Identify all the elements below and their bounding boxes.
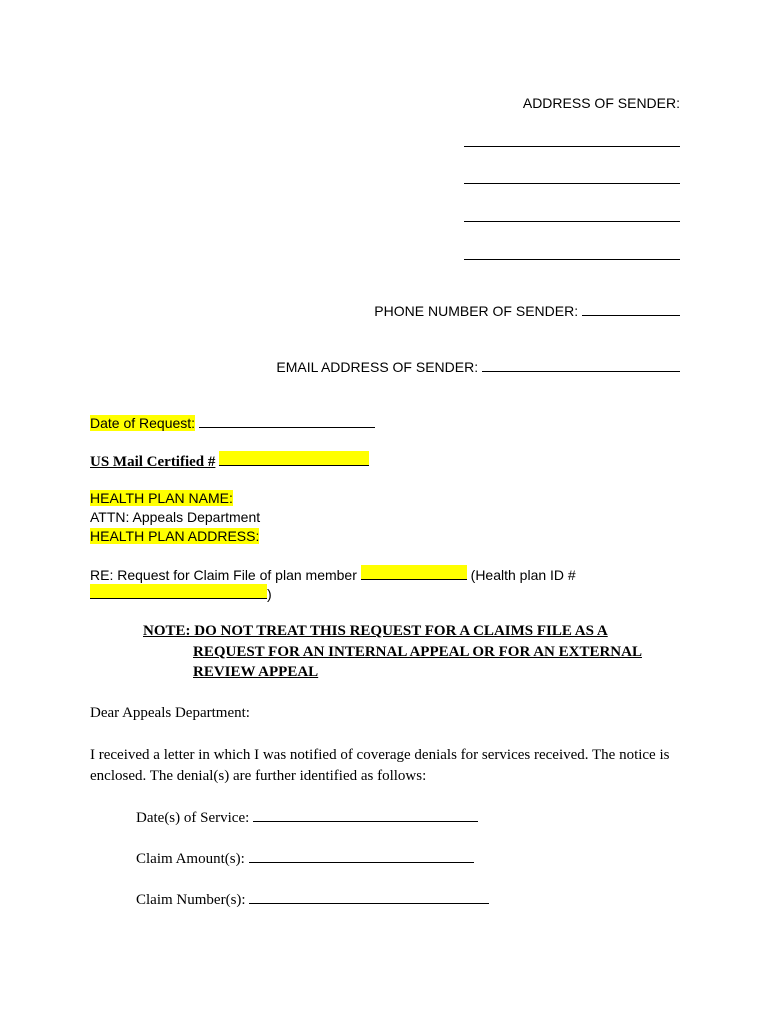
health-plan-address-label: HEALTH PLAN ADDRESS:	[90, 528, 260, 544]
body-line-1: I received a letter in which I was notified of coverage denials for services received. The notice is	[90, 747, 670, 763]
claim-number-field[interactable]	[249, 889, 489, 904]
attn-line: ATTN: Appeals Department	[90, 509, 261, 525]
salutation: Dear Appeals Department:	[90, 705, 250, 721]
sender-email-row	[276, 357, 680, 376]
certified-mail-label: US Mail Certified #	[90, 454, 216, 470]
date-of-request-field[interactable]	[199, 413, 375, 428]
sender-address-line-1[interactable]	[464, 132, 680, 147]
note-line-1: NOTE: DO NOT TREAT THIS REQUEST FOR A CLAIMS FILE AS A	[143, 623, 608, 639]
claim-amount-field[interactable]	[249, 848, 474, 863]
claim-amount-row	[136, 848, 474, 868]
sender-address-line-2[interactable]	[464, 169, 680, 184]
claim-amount-label: Claim Amount(s):	[136, 851, 245, 867]
re-line-suffix: )	[267, 586, 272, 602]
health-plan-name-row	[90, 490, 233, 507]
health-plan-address-row	[90, 528, 259, 545]
claim-number-row	[136, 889, 489, 909]
re-line-prefix: RE: Request for Claim File of plan member	[90, 567, 357, 583]
plan-member-field[interactable]	[361, 565, 467, 580]
sender-email-field[interactable]	[482, 357, 680, 372]
re-line	[90, 565, 576, 584]
certified-mail-field[interactable]	[219, 451, 369, 466]
re-line-middle: (Health plan ID #	[470, 567, 576, 583]
sender-email-label: EMAIL ADDRESS OF SENDER:	[276, 359, 479, 375]
note-line-2: REQUEST FOR AN INTERNAL APPEAL OR FOR AN EXTERNAL	[193, 644, 642, 660]
certified-mail-row	[90, 451, 369, 471]
sender-address-label: ADDRESS OF SENDER:	[522, 95, 680, 111]
sender-address-line-4[interactable]	[464, 245, 680, 260]
dates-of-service-field[interactable]	[253, 807, 478, 822]
body-line-2: enclosed. The denial(s) are further identified as follows:	[90, 768, 427, 784]
claim-number-label: Claim Number(s):	[136, 892, 246, 908]
date-of-request-row	[90, 413, 375, 432]
note-line-3: REVIEW APPEAL	[193, 664, 319, 680]
sender-phone-label: PHONE NUMBER OF SENDER:	[374, 303, 579, 319]
health-plan-id-field[interactable]	[90, 584, 267, 599]
dates-of-service-row	[136, 807, 478, 827]
re-line-continued	[90, 584, 272, 603]
dates-of-service-label: Date(s) of Service:	[136, 810, 250, 826]
sender-phone-row	[374, 301, 680, 320]
health-plan-name-label: HEALTH PLAN NAME:	[90, 490, 233, 506]
date-of-request-label: Date of Request:	[90, 415, 196, 431]
sender-address-line-3[interactable]	[464, 207, 680, 222]
sender-phone-field[interactable]	[582, 301, 680, 316]
